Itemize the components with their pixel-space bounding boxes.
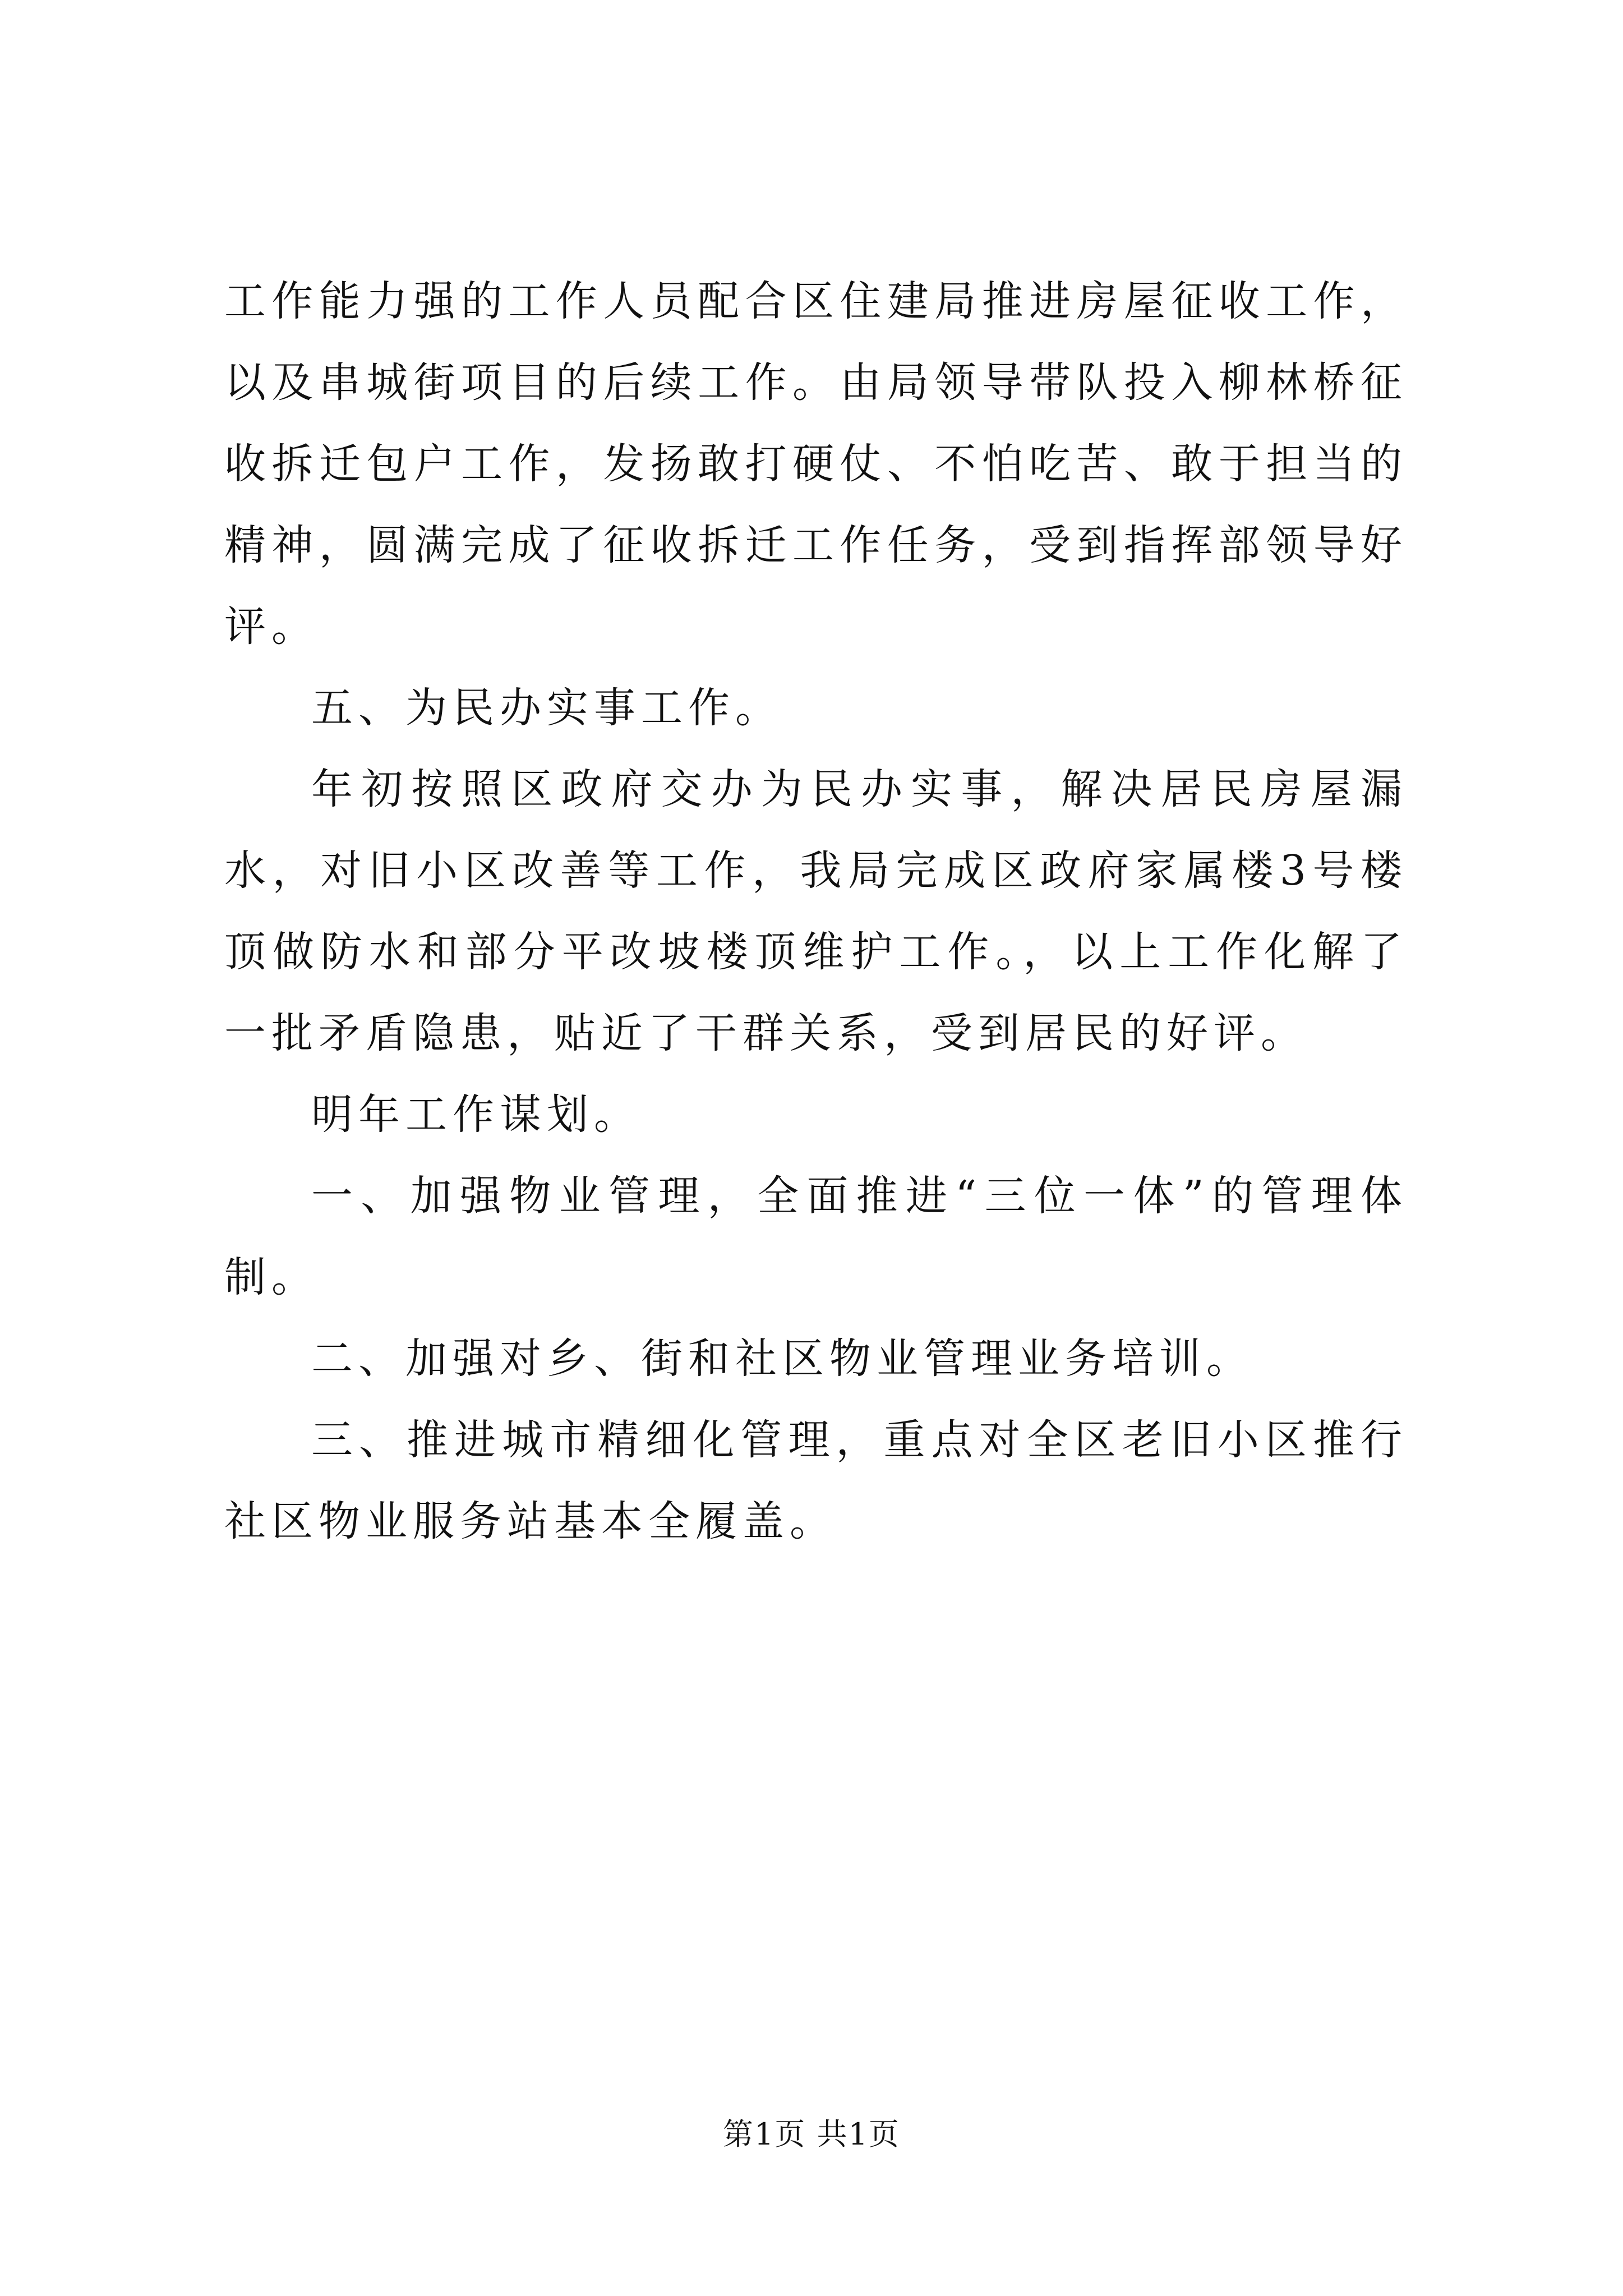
document-body xyxy=(224,261,1408,1562)
page-number-indicator: 第1页 共1页 xyxy=(723,2116,900,2152)
paragraph-continuation: 工作能力强的工作人员配合区住建局推进房屋征收工作，以及串城街项目的后续工作。由局领导带队投入柳林桥征收拆迁包户工作，发扬敢打硬仗、不怕吃苦、敢于担当的精神，圆满完成了征收拆迁工作任务，受到指挥部领导好评。 xyxy=(224,277,1408,651)
page-footer xyxy=(0,2115,1623,2154)
plan-item-two: 二、加强对乡、街和社区物业管理业务培训。 xyxy=(311,1335,1253,1383)
section-heading-next-year-plan: 明年工作谋划。 xyxy=(311,1091,641,1139)
plan-item-three: 三、推进城市精细化管理，重点对全区老旧小区推行社区物业服务站基本全履盖。 xyxy=(224,1416,1408,1545)
plan-item-one: 一、加强物业管理，全面推进“三位一体”的管理体制。 xyxy=(224,1172,1408,1301)
section-heading-five: 五、为民办实事工作。 xyxy=(311,684,782,732)
paragraph-practical-work: 年初按照区政府交办为民办实事，解决居民房屋漏水，对旧小区改善等工作，我局完成区政府家属楼3号楼顶做防水和部分平改坡楼顶维护工作。，以上工作化解了一批矛盾隐患，贴近了干群关系，受到居民的好评。 xyxy=(224,765,1408,1057)
